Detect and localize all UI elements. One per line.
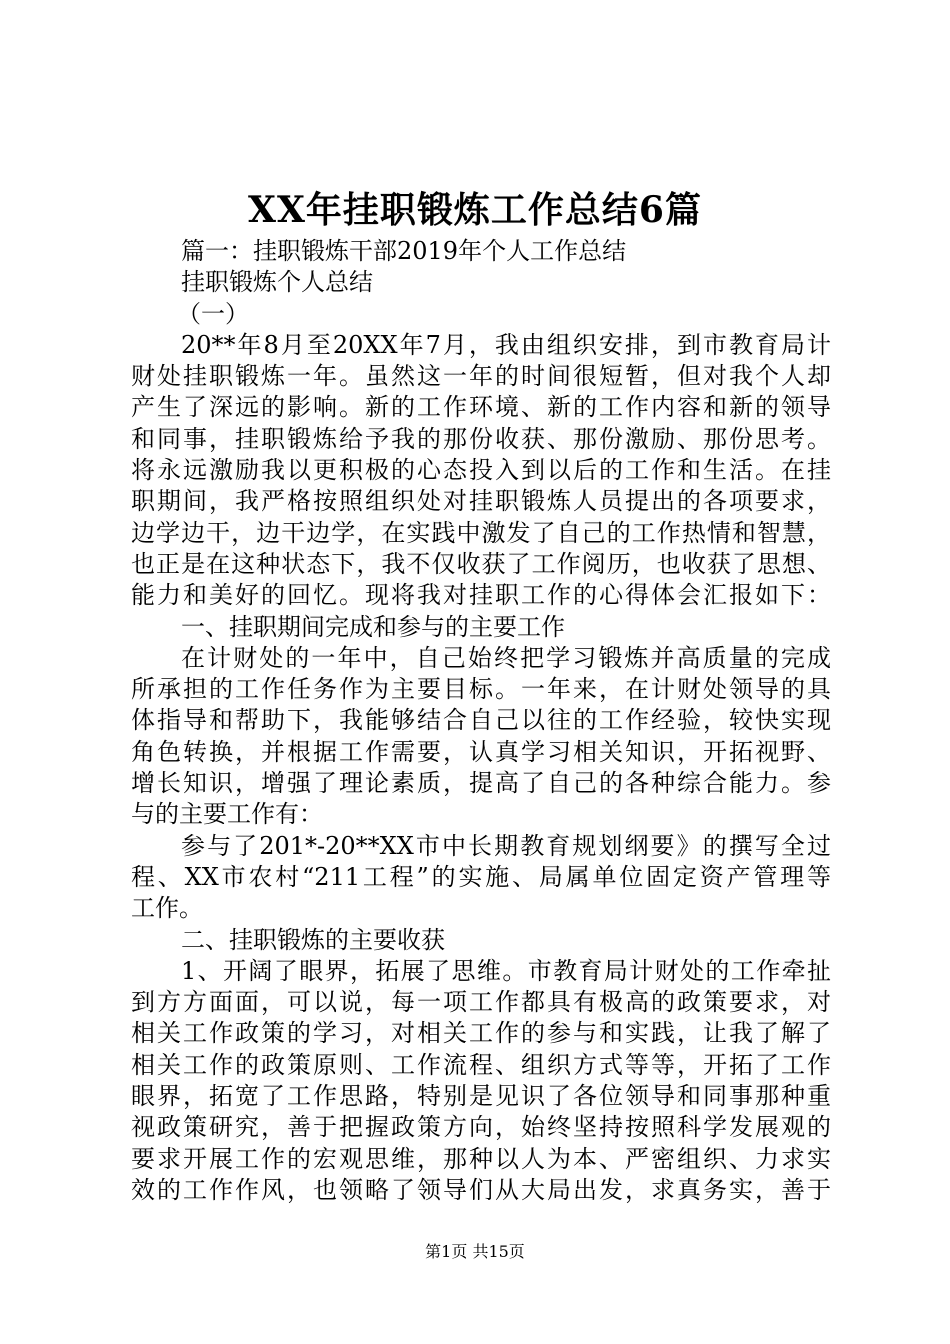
document-title: XX年挂职锻炼工作总结6篇 bbox=[248, 189, 702, 231]
paragraph-line: 要求开展工作的宏观思维，那种以人为本、严密组织、力求实 bbox=[131, 1144, 831, 1173]
paragraph-line: 角色转换，并根据工作需要，认真学习相关知识，开拓视野、 bbox=[131, 737, 831, 766]
document-body bbox=[131, 236, 831, 1206]
paragraph-line: 体指导和帮助下，我能够结合自己以往的工作经验，较快实现 bbox=[131, 706, 831, 735]
paragraph-line: 边学边干，边干边学，在实践中激发了自己的工作热情和智慧， bbox=[131, 518, 831, 547]
paragraph-line: 工作。 bbox=[131, 894, 203, 923]
paragraph-line: 程、XX市农村“211工程”的实施、局属单位固定资产管理等 bbox=[131, 862, 831, 891]
paragraph-line: 产生了深远的影响。新的工作环境、新的工作内容和新的领导 bbox=[131, 393, 831, 422]
section-heading: 二、挂职锻炼的主要收获 bbox=[181, 925, 445, 954]
section-marker: （一） bbox=[177, 299, 249, 328]
paragraph-line: 相关工作的政策原则、工作流程、组织方式等等，开拓了工作 bbox=[131, 1050, 831, 1079]
section-heading: 一、挂职期间完成和参与的主要工作 bbox=[181, 612, 565, 641]
paragraph-line: 1、开阔了眼界，拓展了思维。市教育局计财处的工作牵扯 bbox=[181, 956, 831, 985]
paragraph-line: 和同事，挂职锻炼给予我的那份收获、那份激励、那份思考。 bbox=[131, 424, 831, 453]
paragraph-line: 参与了201*-20**XX市中长期教育规划纲要》的撰写全过 bbox=[181, 831, 831, 860]
paragraph-line: 也正是在这种状态下，我不仅收获了工作阅历，也收获了思想、 bbox=[131, 549, 831, 578]
paragraph-line: 增长知识，增强了理论素质，提高了自己的各种综合能力。参 bbox=[131, 769, 831, 798]
paragraph-line: 将永远激励我以更积极的心态投入到以后的工作和生活。在挂 bbox=[131, 456, 831, 485]
paragraph-line: 职期间，我严格按照组织处对挂职锻炼人员提出的各项要求， bbox=[131, 487, 831, 516]
paragraph-line: 所承担的工作任务作为主要目标。一年来，在计财处领导的具 bbox=[131, 675, 831, 704]
paragraph-line: 眼界，拓宽了工作思路，特别是见识了各位领导和同事那种重 bbox=[131, 1082, 831, 1111]
paragraph-line: 相关工作政策的学习，对相关工作的参与和实践，让我了解了 bbox=[131, 1019, 831, 1048]
paragraph-line: 能力和美好的回忆。现将我对挂职工作的心得体会汇报如下： bbox=[131, 581, 831, 610]
paragraph-line: 在计财处的一年中，自己始终把学习锻炼并高质量的完成 bbox=[181, 643, 831, 672]
paragraph-line: 效的工作作风，也领略了领导们从大局出发，求真务实，善于 bbox=[131, 1175, 831, 1204]
subtitle-line: 篇一：挂职锻炼干部2019年个人工作总结 bbox=[181, 237, 627, 265]
subtitle-line: 挂职锻炼个人总结 bbox=[181, 268, 373, 297]
paragraph-line: 视政策研究，善于把握政策方向，始终坚持按照科学发展观的 bbox=[131, 1113, 831, 1142]
paragraph-line: 与的主要工作有： bbox=[131, 800, 323, 829]
paragraph-line: 20**年8月至20XX年7月，我由组织安排，到市教育局计 bbox=[181, 330, 831, 359]
paragraph-line: 到方方面面，可以说，每一项工作都具有极高的政策要求，对 bbox=[131, 988, 831, 1017]
page-footer: 第1页 共15页 bbox=[425, 1242, 525, 1261]
paragraph-line: 财处挂职锻炼一年。虽然这一年的时间很短暂，但对我个人却 bbox=[131, 362, 831, 391]
